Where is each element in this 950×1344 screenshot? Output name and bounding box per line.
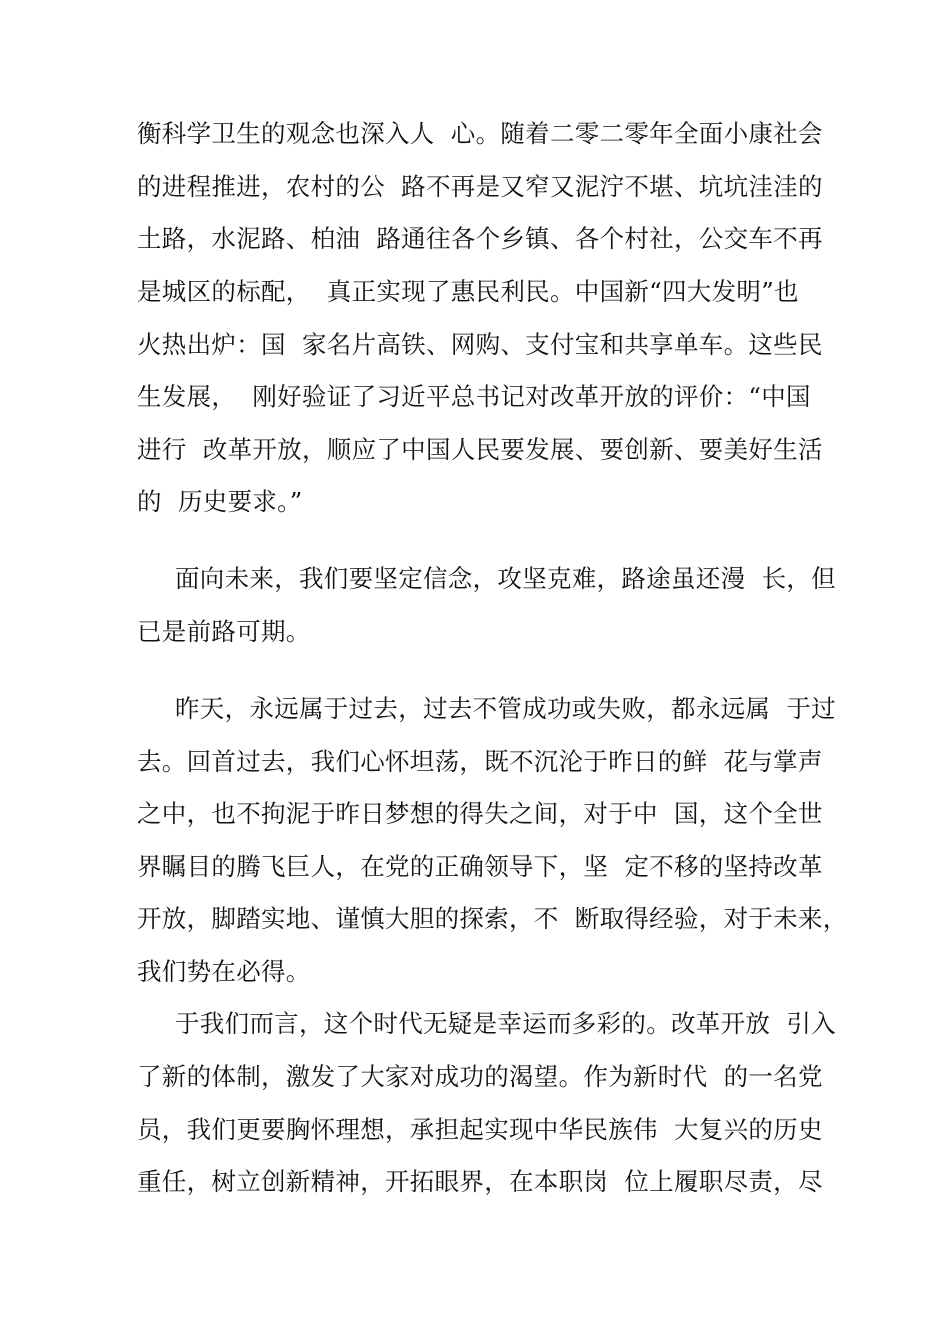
text-line: 火热出炉：国 家名片高铁、网购、支付宝和共享单车。这些民 — [137, 330, 823, 359]
text-line: 去。回首过去，我们心怀坦荡，既不沉沦于昨日的鲜 花与掌声 — [137, 747, 823, 776]
text-line: 重任，树立创新精神，开拓眼界，在本职岗 位上履职尽责，尽 — [137, 1167, 823, 1196]
text-line: 是城区的标配， 真正实现了惠民利民。中国新“四大发明”也 — [137, 277, 799, 306]
text-line: 了新的体制，激发了大家对成功的渴望。作为新时代 的一名党 — [137, 1062, 823, 1091]
text-line: 进行 改革开放，顺应了中国人民要发展、要创新、要美好生活 — [137, 435, 823, 464]
text-line: 于我们而言，这个时代无疑是幸运而多彩的。改革开放 引入 — [175, 1009, 836, 1038]
text-line: 面向未来，我们要坚定信念，攻坚克难，路途虽还漫 长，但 — [175, 564, 836, 593]
text-line: 已是前路可期。 — [137, 617, 311, 646]
text-line: 生发展， 刚好验证了习近平总书记对改革开放的评价：“中国 — [137, 382, 811, 411]
text-line: 的进程推进，农村的公 路不再是又窄又泥泞不堪、坑坑洼洼的 — [137, 172, 823, 201]
text-line: 昨天，永远属于过去，过去不管成功或失败，都永远属 于过 — [175, 694, 836, 723]
text-line: 土路，水泥路、柏油 路通往各个乡镇、各个村社，公交车不再 — [137, 224, 823, 253]
text-line: 衡科学卫生的观念也深入人 心。随着二零二零年全面小康社会 — [137, 119, 823, 148]
text-line: 开放，脚踏实地、谨慎大胆的探索，不 断取得经验，对于未来， — [137, 904, 848, 933]
text-line: 界瞩目的腾飞巨人，在党的正确领导下，坚 定不移的坚持改革 — [137, 852, 823, 881]
text-line: 我们势在必得。 — [137, 957, 311, 986]
text-line: 员，我们更要胸怀理想，承担起实现中华民族伟 大复兴的历史 — [137, 1115, 823, 1144]
text-line: 的 历史要求。” — [137, 487, 303, 516]
text-line: 之中，也不拘泥于昨日梦想的得失之间，对于中 国，这个全世 — [137, 799, 823, 828]
